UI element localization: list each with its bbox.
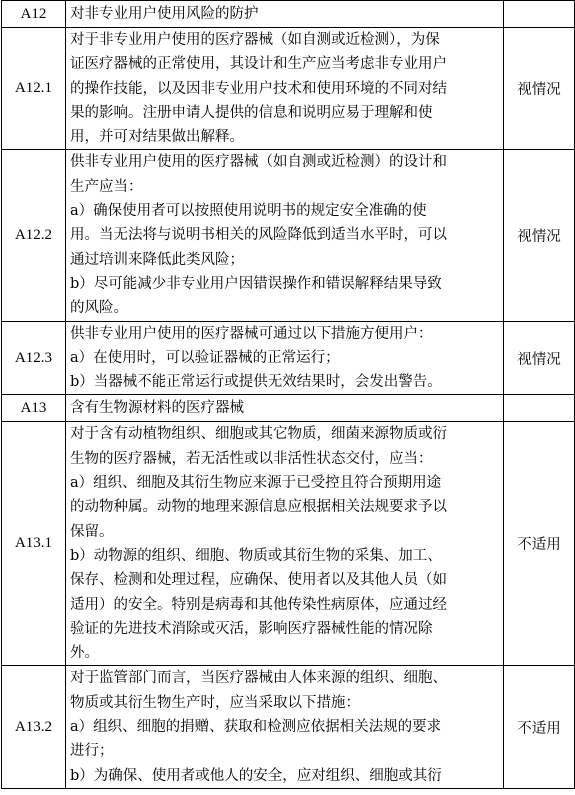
clause-number: A13 [2, 395, 66, 422]
text-line: 生物的医疗器械，若无活性或以非活性状态交付，应当： [70, 450, 433, 467]
text-line: 对于非专业用户使用的医疗器械（如自测或近检测），为保 [70, 32, 440, 48]
requirements-table [1, 0, 575, 789]
clause-number: A13.2 [2, 666, 66, 788]
text-line: 适用）的安全。特别是病毒和其他传染性病原体，应通过经 [70, 596, 447, 613]
clause-number: A12 [2, 1, 66, 28]
requirement-row [2, 321, 575, 395]
text-line: 的风险。 [70, 300, 128, 317]
text-line: 证医疗器械的正常使用，其设计和生产应当考虑非专业用户 [70, 56, 447, 73]
clause-number: A12.3 [2, 321, 66, 395]
clause-number: A13.1 [2, 422, 66, 666]
requirement-text [66, 422, 504, 666]
requirement-text [66, 395, 504, 422]
applicability-note: 视情况 [504, 321, 575, 395]
text-line: 用。当无法将与说明书相关的风险降低到适当水平时，可以 [70, 227, 447, 244]
text-line: 供非专业用户使用的医疗器械可通过以下措施方便用户： [70, 325, 433, 342]
requirement-row [2, 1, 575, 28]
text-line: 通过培训来降低此类风险； [70, 251, 244, 268]
text-line: 的操作技能，以及因非专业用户技术和使用环境的不同对结 [70, 80, 447, 97]
text-line: a）确保使用者可以按照使用说明书的规定安全准确的使 [70, 203, 427, 220]
requirement-text [66, 150, 504, 321]
requirements-table-body [2, 1, 575, 789]
clause-number: A12.1 [2, 28, 66, 150]
applicability-note: 不适用 [504, 666, 575, 788]
text-line: 生产应当： [70, 178, 143, 195]
text-line: 进行； [70, 743, 114, 760]
requirement-row [2, 422, 575, 666]
text-line: b）当器械不能正常运行或提供无效结果时，会发出警告。 [70, 374, 442, 391]
requirement-text [66, 321, 504, 395]
text-line: a）在使用时，可以验证器械的正常运行； [70, 349, 340, 366]
clause-number: A12.2 [2, 150, 66, 321]
requirement-row [2, 395, 575, 422]
applicability-note [504, 1, 575, 28]
applicability-note: 视情况 [504, 28, 575, 150]
text-line: b）动物源的组织、细胞、物质或其衍生物的采集、加工、 [70, 547, 442, 564]
requirement-text [66, 1, 504, 28]
requirement-row [2, 28, 575, 150]
text-line: 保存、检测和处理过程，应确保、使用者以及其他人员（如 [70, 572, 447, 589]
text-line: 用，并可对结果做出解释。 [70, 129, 244, 146]
text-line: 验证的先进技术消除或灭活，影响医疗器械性能的情况除 [70, 620, 433, 637]
requirement-row [2, 666, 575, 788]
applicability-note [504, 395, 575, 422]
applicability-note: 不适用 [504, 422, 575, 666]
text-line: 含有生物源材料的医疗器械 [70, 400, 244, 417]
text-line: 对于含有动植物组织、细胞或其它物质，细菌来源物质或衍 [70, 426, 447, 443]
text-line: b）尽可能减少非专业用户因错误操作和错误解释结果导致 [70, 275, 442, 292]
requirement-row [2, 150, 575, 321]
text-line: 对非专业用户使用风险的防护 [70, 6, 259, 22]
text-line: a）组织、细胞及其衍生物应来源于已受控且符合预期用途 [70, 475, 442, 492]
text-line: 物质或其衍生物生产时，应当采取以下措施： [70, 694, 360, 711]
requirement-text [66, 28, 504, 150]
applicability-note: 视情况 [504, 150, 575, 321]
text-line: 保留。 [70, 523, 114, 540]
text-line: 供非专业用户使用的医疗器械（如自测或近检测）的设计和 [70, 154, 447, 171]
text-line: 外。 [70, 645, 99, 662]
text-line: a）组织、细胞的捐赠、获取和检测应依据相关法规的要求 [70, 719, 442, 736]
text-line: 果的影响。注册申请人提供的信息和说明应易于理解和使 [70, 104, 433, 121]
requirement-text [66, 666, 504, 788]
text-line: b）为确保、使用者或他人的安全，应对组织、细胞或其衍 [70, 767, 442, 784]
text-line: 对于监管部门而言，当医疗器械由人体来源的组织、细胞、 [70, 670, 447, 687]
text-line: 的动物种属。动物的地理来源信息应根据相关法规要求予以 [70, 499, 447, 516]
